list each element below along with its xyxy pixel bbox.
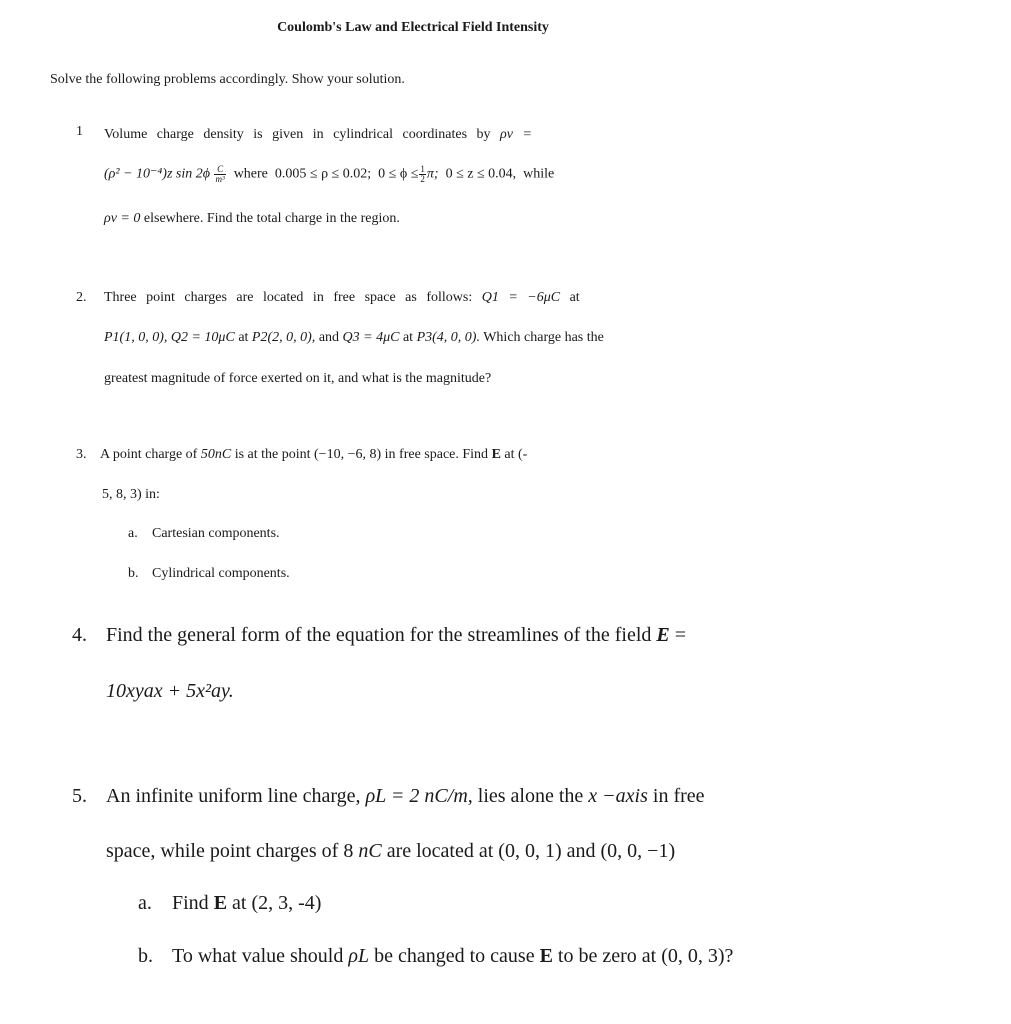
text-span: at (- (504, 447, 528, 462)
text-span: To what value should (172, 945, 344, 967)
text-span: and (566, 840, 596, 862)
problem-text-line (106, 840, 675, 863)
frac-num: 1 (420, 164, 425, 174)
math-span: ρL = 2 nC/m, (365, 785, 473, 807)
problem-text-line: 5, 8, 3) in: (102, 487, 160, 502)
subitem-text: Cylindrical components. (152, 566, 290, 581)
text-span: at (402, 330, 414, 345)
problem-text-line (104, 330, 604, 346)
problem-text-line (104, 211, 400, 227)
subitem-label: a. (138, 892, 152, 914)
math-span: π; (426, 166, 439, 182)
text-span: and (318, 330, 340, 345)
text-span: elsewhere. Find the total charge in the region. (143, 211, 400, 226)
math-span: ρv = (500, 127, 532, 142)
problem-text-line (106, 785, 705, 808)
fraction (419, 165, 426, 184)
math-span: E (491, 447, 501, 462)
math-span: 0 ≤ z ≤ 0.04, (445, 166, 517, 182)
subitem-text: Cartesian components. (152, 526, 280, 541)
math-span: 0.005 ≤ ρ ≤ 0.02; (274, 166, 372, 182)
subitem-label: b. (128, 566, 139, 581)
text-span: be changed to cause (374, 945, 535, 967)
subitem-label: a. (128, 526, 138, 541)
frac-den: 2 (420, 174, 425, 184)
problem-text-line (104, 165, 554, 184)
math-span: (ρ² − 10⁻⁴)z sin 2ϕ (104, 166, 210, 182)
subitem-label: b. (138, 945, 153, 967)
page-title: Coulomb's Law and Electrical Field Intensity (277, 20, 549, 35)
problem-text-line (106, 680, 234, 703)
text-span: are located at (386, 840, 494, 862)
text-span: Find the general form of the equation for the streamlines of the field (106, 624, 652, 646)
math-span: E (656, 624, 670, 646)
text-span: to be zero at (0, 0, 3)? (557, 945, 734, 967)
text-span: at (238, 330, 249, 345)
problem-number: 2. (76, 290, 87, 305)
math-span: P2(2, 0, 0), (251, 330, 316, 345)
problem-number: 1 (76, 124, 83, 139)
text-span: in free (652, 785, 705, 807)
text-span: is at the point (234, 447, 311, 462)
text-span: at (2, 3, -4) (232, 892, 322, 914)
problem-number: 4. (72, 624, 87, 646)
math-span: 10xyax + 5x²ay. (106, 680, 234, 702)
math-span: nC (358, 840, 382, 862)
math-span: 50nC (200, 447, 232, 462)
math-span: P3(4, 0, 0). (416, 330, 480, 345)
frac-num: C (214, 165, 225, 175)
problem-text-line (104, 290, 580, 306)
problem-text-line (106, 624, 686, 647)
math-span: Q3 = 4μC (342, 330, 400, 345)
text-span: in free space. Find (384, 447, 489, 462)
frac-den: m³ (215, 174, 225, 184)
fraction (214, 165, 225, 184)
problem-text-line (104, 127, 532, 143)
math-span: E (539, 945, 553, 967)
instructions: Solve the following problems accordingly. Show your solution. (50, 72, 405, 87)
subitem-text (172, 945, 733, 968)
problem-text-line: greatest magnitude of force exerted on it, and what is the magnitude? (104, 371, 492, 386)
text-span: Volume charge density is given in cylindrical coordinates by (104, 127, 491, 142)
math-span: 0 ≤ ϕ ≤ (378, 166, 419, 182)
text-span: space, while point charges of 8 (106, 840, 354, 862)
subitem-text (172, 892, 321, 915)
text-span: Which charge has the (483, 330, 604, 345)
math-span: (0, 0, 1) (498, 840, 562, 862)
math-span: Q1 = −6μC (481, 290, 561, 305)
math-span: P1(1, 0, 0), Q2 = 10μC (104, 330, 235, 345)
math-span: E (213, 892, 228, 914)
text-span: at (569, 290, 580, 305)
text-span: Three point charges are located in free space as follows: (104, 290, 473, 305)
text-span: Find (172, 892, 209, 914)
math-span: = (674, 624, 687, 646)
text-span: where (233, 166, 268, 182)
problem-text-line (100, 447, 527, 463)
math-span: (0, 0, −1) (600, 840, 676, 862)
math-span: (−10, −6, 8) (314, 447, 382, 462)
text-span: An infinite uniform line charge, (106, 785, 361, 807)
problem-number: 3. (76, 447, 87, 462)
math-span: ρL (348, 945, 370, 967)
problem-number: 5. (72, 785, 87, 807)
math-span: x −axis (588, 785, 648, 807)
text-span: lies alone the (477, 785, 584, 807)
text-span: while (523, 166, 555, 182)
text-span: A point charge of (100, 447, 198, 462)
math-span: ρv = 0 (104, 211, 141, 226)
